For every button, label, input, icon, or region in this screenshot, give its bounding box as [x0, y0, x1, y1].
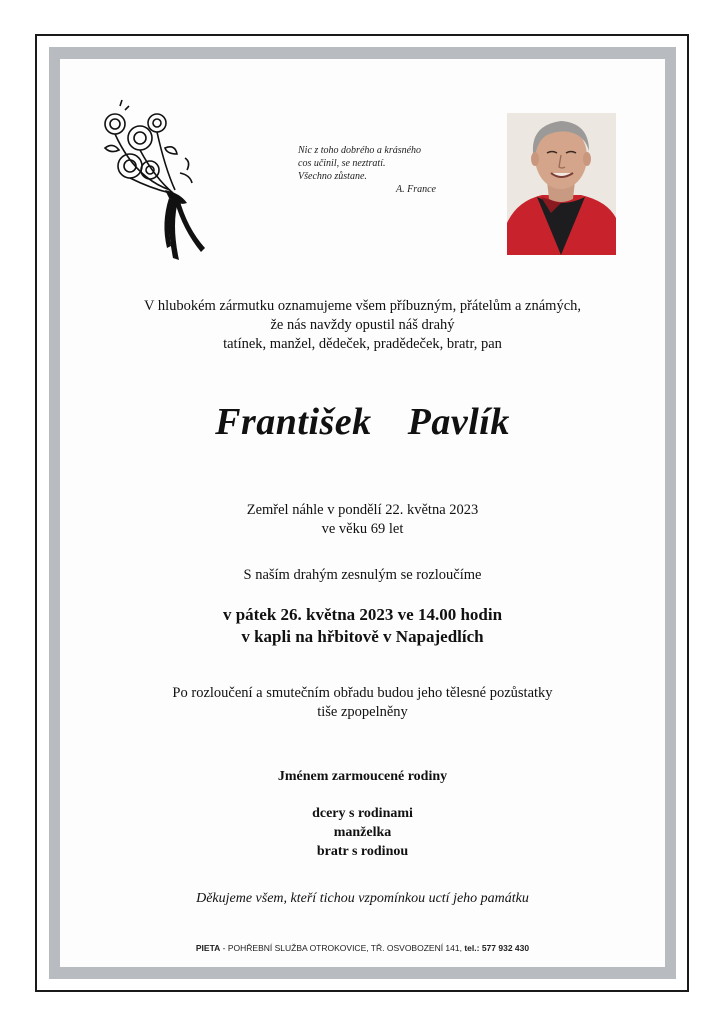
cremation-note [60, 684, 665, 722]
ceremony-details [60, 604, 665, 648]
memorial-quote [298, 144, 478, 196]
family-list [60, 804, 665, 861]
thanks-text: Děkujeme všem, kteří tichou vzpomínkou uctí jeho památku [196, 891, 529, 906]
company-address: - POHŘEBNÍ SLUŽBA OTROKOVICE, TŘ. OSVOBOZENÍ 141, [220, 943, 465, 953]
death-line: Zemřel náhle v pondělí 22. května 2023 [246, 502, 479, 518]
family-member: dcery s rodinami [312, 806, 413, 821]
cremation-line: tiše zpopelněny [317, 704, 408, 720]
death-line: ve věku 69 let [321, 521, 404, 537]
quote-line: Všechno zůstane. [298, 171, 367, 182]
farewell-text: S naším drahým zesnulým se rozloučíme [243, 567, 482, 583]
quote-line: cos učinil, se neztratí. [298, 158, 386, 169]
deceased-name: František Pavlík [215, 401, 510, 443]
company-phone: tel.: 577 932 430 [464, 943, 530, 953]
family-member: manželka [333, 825, 392, 840]
family-heading: Jménem zarmoucené rodiny [277, 769, 448, 784]
intro-line: že nás navždy opustil náš drahý [270, 317, 455, 333]
announcement-intro [60, 297, 665, 354]
intro-line: tatínek, manžel, dědeček, pradědeček, bratr, pan [223, 336, 502, 352]
cremation-line: Po rozloučení a smutečním obřadu budou jeho tělesné pozůstatky [172, 685, 553, 701]
quote-line: Nic z toho dobrého a krásného [298, 145, 422, 156]
ceremony-line: v kapli na hřbitově v Napajedlích [241, 627, 484, 646]
ceremony-line: v pátek 26. května 2023 ve 14.00 hodin [222, 605, 503, 624]
company-name: PIETA [195, 943, 221, 953]
rose-bouquet-icon [95, 98, 210, 266]
death-details [60, 501, 665, 539]
funeral-service-footer [60, 943, 665, 953]
portrait-photo [507, 113, 616, 255]
family-member: bratr s rodinou [316, 844, 409, 859]
quote-author: A. France [396, 184, 436, 195]
intro-line: V hlubokém zármutku oznamujeme všem příbuzným, přátelům a známých, [143, 298, 582, 314]
